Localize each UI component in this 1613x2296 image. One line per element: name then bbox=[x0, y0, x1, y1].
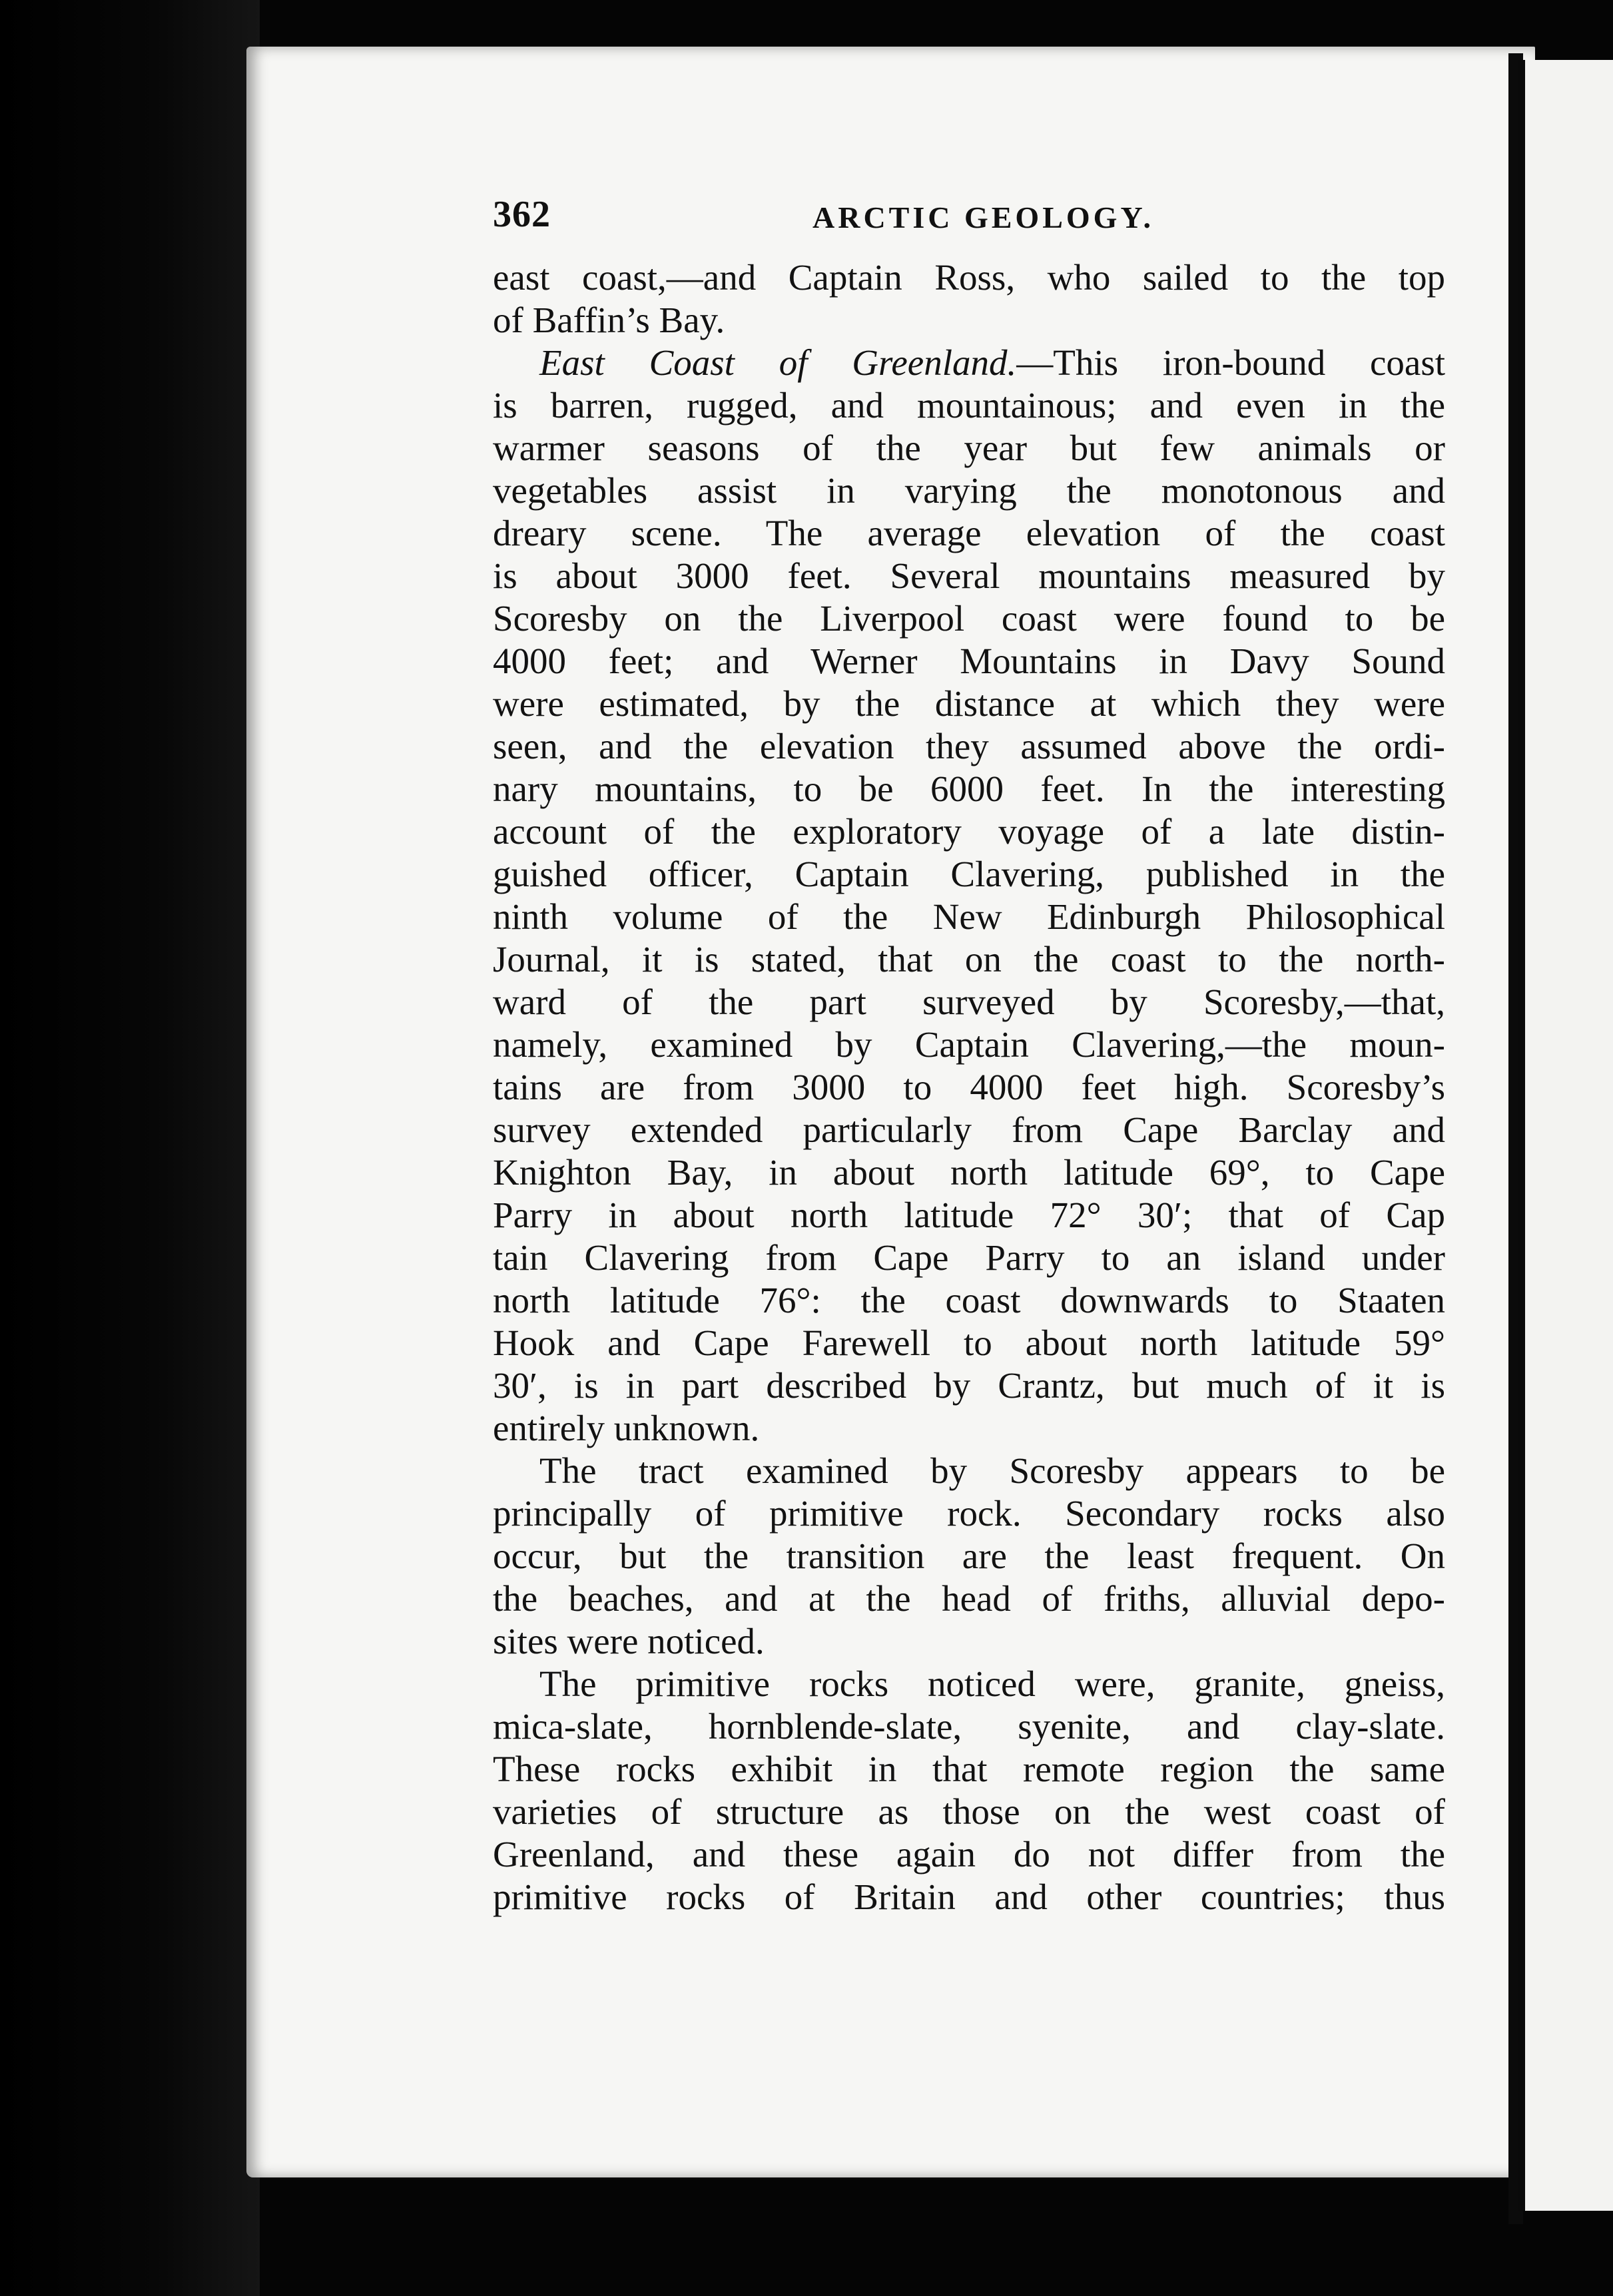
page-header bbox=[493, 193, 1458, 246]
text-line-content: entirely unknown. bbox=[493, 1408, 760, 1448]
text-line bbox=[493, 981, 1445, 1023]
text-line-content: Parry in about north latitude 72° 30′; that of Cap bbox=[493, 1195, 1445, 1235]
text-line-content: Journal, it is stated, that on the coast to the north- bbox=[493, 939, 1445, 980]
body-text bbox=[493, 256, 1445, 1918]
text-line bbox=[493, 1194, 1445, 1237]
text-line bbox=[493, 469, 1445, 512]
text-line-content: guished officer, Captain Clavering, published in the bbox=[493, 854, 1445, 894]
text-line bbox=[493, 1407, 1445, 1450]
text-line-content: Knighton Bay, in about north latitude 69°, to Cape bbox=[493, 1152, 1445, 1193]
text-line-content: dreary scene. The average elevation of the coast bbox=[493, 513, 1445, 553]
text-line-content: north latitude 76°: the coast downwards to Staaten bbox=[493, 1280, 1445, 1320]
section-heading-italic: East Coast of Greenland. bbox=[539, 342, 1017, 383]
text-line-content: namely, examined by Captain Clavering,—the moun- bbox=[493, 1024, 1445, 1065]
text-line-content: is barren, rugged, and mountainous; and even in the bbox=[493, 385, 1445, 426]
text-line bbox=[493, 1450, 1445, 1492]
text-line bbox=[493, 1023, 1445, 1066]
text-line-content: survey extended particularly from Cape Barclay and bbox=[493, 1109, 1445, 1150]
text-line-content: ward of the part surveyed by Scoresby,—that, bbox=[493, 982, 1445, 1022]
text-line-content: varieties of structure as those on the west coast of bbox=[493, 1791, 1445, 1832]
text-line bbox=[493, 256, 1445, 299]
adjacent-page-edge bbox=[1518, 60, 1613, 2211]
book-binding-shadow bbox=[0, 0, 260, 2296]
text-line bbox=[493, 1748, 1445, 1791]
text-line-content: warmer seasons of the year but few animals or bbox=[493, 428, 1445, 468]
text-line-content: nary mountains, to be 6000 feet. In the interesting bbox=[493, 768, 1445, 809]
running-head: ARCTIC GEOLOGY. bbox=[812, 200, 1154, 234]
text-line-content: principally of primitive rock. Secondary rocks also bbox=[493, 1493, 1445, 1534]
text-line bbox=[493, 1151, 1445, 1194]
text-line-content: These rocks exhibit in that remote region the same bbox=[493, 1749, 1445, 1789]
text-line-content: tains are from 3000 to 4000 feet high. Scoresby’s bbox=[493, 1067, 1445, 1107]
text-line bbox=[493, 768, 1445, 810]
text-line-content: the beaches, and at the head of friths, alluvial depo- bbox=[493, 1578, 1445, 1619]
text-line-content: Hook and Cape Farewell to about north latitude 59° bbox=[493, 1322, 1445, 1363]
text-line-content: account of the exploratory voyage of a late distin- bbox=[493, 811, 1445, 852]
text-line bbox=[493, 1322, 1445, 1364]
text-line bbox=[493, 1578, 1445, 1620]
text-line-content: east coast,—and Captain Ross, who sailed to the top bbox=[493, 257, 1445, 298]
text-line bbox=[493, 1109, 1445, 1151]
text-line bbox=[493, 725, 1445, 768]
text-line bbox=[493, 427, 1445, 469]
text-line bbox=[493, 597, 1445, 640]
text-line-content: The tract examined by Scoresby appears to be bbox=[539, 1450, 1445, 1491]
text-line bbox=[493, 853, 1445, 896]
text-line bbox=[493, 1279, 1445, 1322]
text-line bbox=[493, 640, 1445, 683]
text-line-content: Scoresby on the Liverpool coast were found to be bbox=[493, 598, 1445, 639]
text-line-content: primitive rocks of Britain and other countries; thus bbox=[493, 1876, 1445, 1917]
text-line-content: Greenland, and these again do not differ from the bbox=[493, 1834, 1445, 1874]
text-line-content: ninth volume of the New Edinburgh Philosophical bbox=[493, 896, 1445, 937]
text-line bbox=[493, 384, 1445, 427]
text-line-content: 30′, is in part described by Crantz, but much of it is bbox=[493, 1365, 1445, 1406]
text-line-content: sites were noticed. bbox=[493, 1621, 765, 1661]
text-line bbox=[493, 683, 1445, 725]
text-line bbox=[493, 299, 1445, 342]
text-line bbox=[493, 1791, 1445, 1833]
text-line-content: occur, but the transition are the least frequent. On bbox=[493, 1536, 1445, 1576]
text-line bbox=[493, 1066, 1445, 1109]
text-line bbox=[493, 1535, 1445, 1578]
text-line bbox=[493, 1364, 1445, 1407]
page-number: 362 bbox=[493, 194, 551, 235]
text-line-content: tain Clavering from Cape Parry to an island under bbox=[493, 1237, 1445, 1278]
text-line-content: were estimated, by the distance at which they were bbox=[493, 683, 1445, 724]
text-line bbox=[493, 1663, 1445, 1705]
text-line bbox=[493, 896, 1445, 938]
text-line-content: is about 3000 feet. Several mountains measured by bbox=[493, 555, 1445, 596]
text-line bbox=[493, 1705, 1445, 1748]
text-line-content: 4000 feet; and Werner Mountains in Davy Sound bbox=[493, 641, 1445, 681]
text-line-content: mica-slate, hornblende-slate, syenite, and clay-slate. bbox=[493, 1706, 1445, 1747]
text-line bbox=[493, 938, 1445, 981]
text-line-content: vegetables assist in varying the monotonous and bbox=[493, 470, 1445, 511]
text-line bbox=[493, 1876, 1445, 1918]
text-line-content: —This iron-bound coast bbox=[1016, 342, 1446, 383]
text-line-content: of Baffin’s Bay. bbox=[493, 300, 725, 340]
text-line bbox=[493, 342, 1445, 384]
text-line bbox=[493, 1620, 1445, 1663]
text-line bbox=[493, 555, 1445, 597]
text-line-content: seen, and the elevation they assumed above the ordi- bbox=[493, 726, 1445, 766]
text-line bbox=[493, 1237, 1445, 1279]
text-line bbox=[493, 512, 1445, 555]
text-line bbox=[493, 810, 1445, 853]
text-line bbox=[493, 1833, 1445, 1876]
text-line-content: The primitive rocks noticed were, granite, gneiss, bbox=[539, 1663, 1445, 1704]
text-line bbox=[493, 1492, 1445, 1535]
